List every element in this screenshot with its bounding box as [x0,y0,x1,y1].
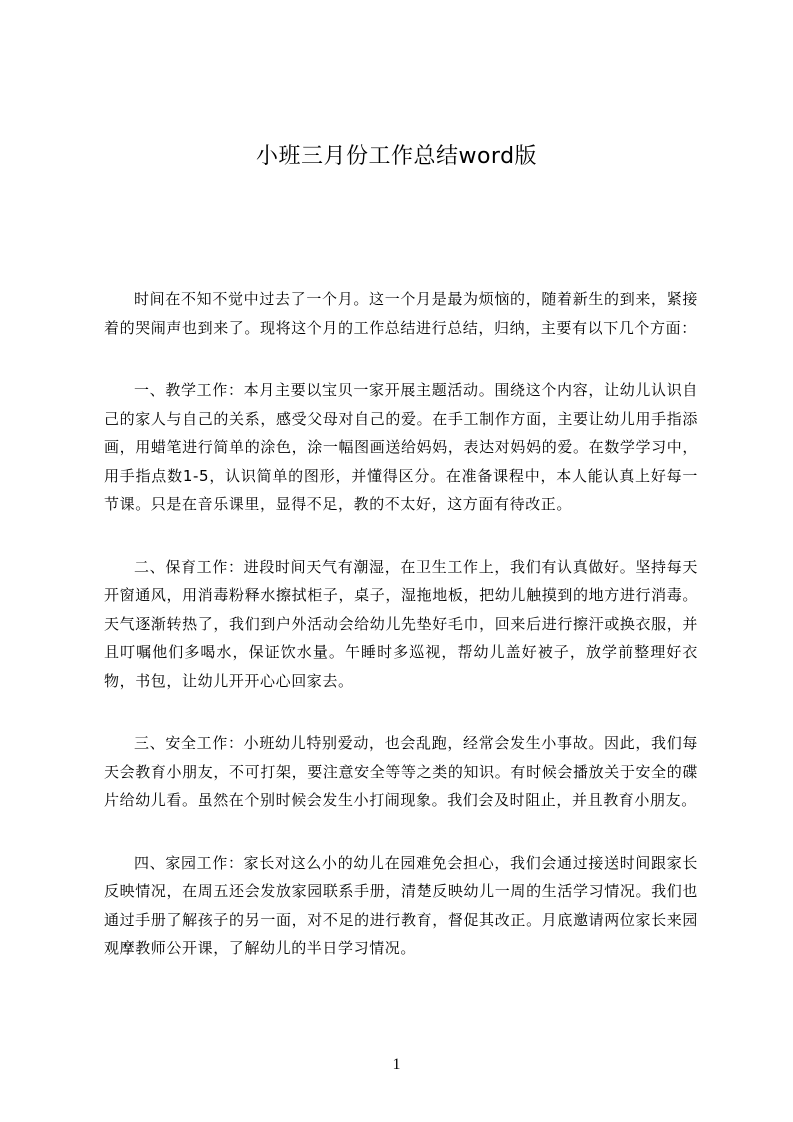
paragraph-teaching: 一、教学工作：本月主要以宝贝一家开展主题活动。围绕这个内容，让幼儿认识自己的家人与自己的关系，感受父母对自己的爱。在手工制作方面，主要让幼儿用手指添画，用蜡笔进行简单的涂色，涂一幅图画送给妈妈，表达对妈妈的爱。在数学学习中，用手指点数1-5，认识简单的图形，并懂得区分。在准备课程中，本人能认真上好每一节课。只是在音乐课里，显得不足，教的不太好，这方面有待改正。 [104,381,698,513]
paragraph-care: 二、保育工作：进段时间天气有潮湿，在卫生工作上，我们有认真做好。坚持每天开窗通风，用消毒粉释水擦拭柜子，桌子，湿拖地板，把幼儿触摸到的地方进行消毒。天气逐渐转热了，我们到户外活动会给幼儿先垫好毛巾，回来后进行擦汗或换衣服，并且叮嘱他们多喝水，保证饮水量。午睡时多巡视，帮幼儿盖好被子，放学前整理好衣物，书包，让幼儿开开心心回家去。 [104,557,698,690]
page-number: 1 [392,1056,401,1073]
paragraph-home-school: 四、家园工作：家长对这么小的幼儿在园难免会担心，我们会通过接送时间跟家长反映情况，在周五还会发放家园联系手册，清楚反映幼儿一周的生活学习情况。我们也通过手册了解孩子的另一面，对不足的进行教育，督促其改正。月底邀请两位家长来园观摩教师公开课，了解幼儿的半日学习情况。 [104,853,698,957]
document-title: 小班三月份工作总结word版 [255,144,538,169]
paragraph-safety: 三、安全工作：小班幼儿特别爱动，也会乱跑，经常会发生小事故。因此，我们每天会教育小朋友，不可打架，要注意安全等等之类的知识。有时候会播放关于安全的碟片给幼儿看。虽然在个别时候会发生小打闹现象。我们会及时阻止，并且教育小朋友。 [104,734,698,809]
paragraph-intro: 时间在不知不觉中过去了一个月。这一个月是最为烦恼的，随着新生的到来，紧接着的哭闹声也到来了。现将这个月的工作总结进行总结，归纳，主要有以下几个方面： [104,290,698,337]
document-body [104,285,698,997]
